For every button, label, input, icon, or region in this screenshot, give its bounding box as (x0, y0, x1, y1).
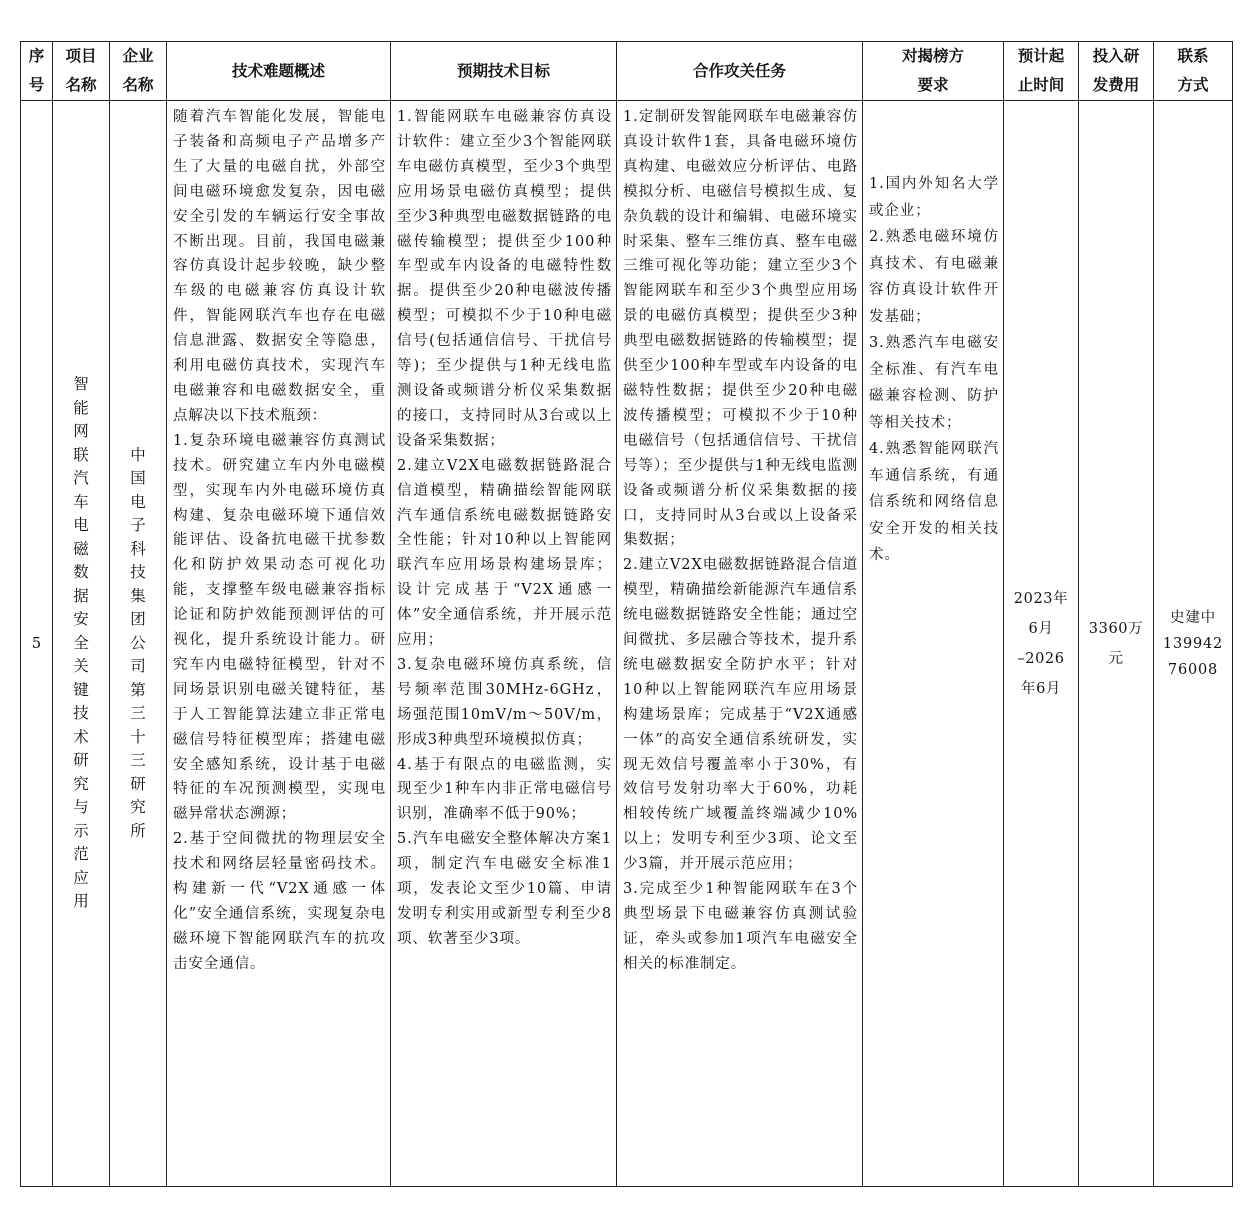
cell-contact (1154, 101, 1233, 1187)
header-expected-goal: 预期技术目标 (391, 42, 617, 101)
tech-challenge-text: 随着汽车智能化发展，智能电子装备和高频电子产品增多产生了大量的电磁自扰，外部空间电磁环境愈发复杂，因电磁安全引发的车辆运行安全事故不断出现。目前，我国电磁兼容仿真设计起步较晚，缺少整车级的电磁兼容仿真设计软件，智能网联汽车也存在电磁信息泄露、数据安全等隐患，利用电磁仿真技术，实现汽车电磁兼容和电磁数据安全，重点解决以下技术瓶颈： 1.复杂环境电磁兼容仿真测试技术。研究建立车内外电磁模型，实现车内外电磁环境仿真构建、复杂电磁环境下通信效能评估、设备抗电磁干扰参数化和防护效果动态可视化功能，支撑整车级电磁兼容指标论证和防护效能预测评估的可视化，提升系统设计能力。研究车内电磁特征模型，针对不同场景识别电磁关键特征，基于人工智能算法建立非正常电磁信号特征模型库；搭建电磁安全感知系统，设计基于电磁特征的车况预测模型，实现电磁异常状态溯源； 2.基于空间微扰的物理层安全技术和网络层轻量密码技术。构建新一代“V2X通感一体化”安全通信系统，实现复杂电磁环境下智能网联汽车的抗攻击安全通信。 (173, 109, 386, 972)
cell-cooperation-task (617, 101, 863, 1187)
header-cooperation-task: 合作攻关任务 (617, 42, 863, 101)
cell-seq: 5 (21, 101, 53, 1187)
requirements-text: 1.国内外知名大学或企业； 2.熟悉电磁环境仿真技术、有电磁兼容仿真设计软件开发基础； 3.熟悉汽车电磁安全标准、有汽车电磁兼容检测、防护等相关技术； 4.熟悉智能网联汽车通信系统，有通信系统和网络信息安全开发的相关技术。 (869, 176, 999, 563)
cooperation-task-text: 1.定制研发智能网联车电磁兼容仿真设计软件1套，具备电磁环境仿真构建、电磁效应分析评估、电路模拟分析、电磁信号模拟生成、复杂负载的设计和编辑、电磁环境实时采集、整车三维仿真、整车电磁三维可视化等功能；建立至少3个智能网联车和至少3个典型应用场景的电磁仿真模型；提供至少3种典型电磁数据链路的传输模型；提供至少100种车型或车内设备的电磁特性数据；提供至少20种电磁波传播模型；可模拟不少于10种电磁信号（包括通信信号、干扰信号等）；至少提供与1种无线电监测设备或频谱分析仪采集数据的接口，支持同时从3台或以上设备采集数据； 2.建立V2X电磁数据链路混合信道模型，精确描绘新能源汽车通信系统电磁数据链路安全性能；通过空间微扰、多层融合等技术，提升系统电磁数据安全防护水平；针对10种以上智能网联汽车应用场景构建场景库；完成基于“V2X通感一体”的高安全通信系统研发，实现无效信号覆盖率小于30%，有效信号发射功率大于60%，功耗相较传统广域覆盖终端减少10%以上；发明专利至少3项、论文至少3篇，并开展示范应用； 3.完成至少1种智能网联车在3个典型场景下电磁兼容仿真测试验证，牵头或参加1项汽车电磁安全相关的标准制定。 (623, 109, 858, 972)
project-table (20, 41, 1233, 1187)
header-seq: 序 号 (21, 42, 53, 101)
cell-start-end-time (1004, 101, 1079, 1187)
header-start-end-time: 预计起 止时间 (1004, 42, 1079, 101)
header-requirements: 对揭榜方 要求 (863, 42, 1004, 101)
header-rd-cost: 投入研 发费用 (1079, 42, 1154, 101)
cell-requirements (863, 101, 1004, 1187)
start-end-time-text: 2023年 6月 –2026 年6月 (1013, 590, 1069, 697)
expected-goal-text: 1.智能网联车电磁兼容仿真设计软件：建立至少3个智能网联车电磁仿真模型，至少3个典型应用场景电磁仿真模型；提供至少3种典型电磁数据链路的电磁传输模型；提供至少100种车型或车内设备的电磁特性数据。提供至少20种电磁波传播模型；可模拟不少于10种电磁信号(包括通信信号、干扰信号等)；至少提供与1种无线电监测设备或频谱分析仪采集数据的接口，支持同时从3台或以上设备采集数据； 2.建立V2X电磁数据链路混合信道模型，精确描绘智能网联汽车通信系统电磁数据链路安全性能；针对10种以上智能网联汽车应用场景构建场景库；设计完成基于“V2X通感一体”安全通信系统，并开展示范应用； 3.复杂电磁环境仿真系统，信号频率范围30MHz-6GHz，场强范围10mV/m～50V/m，形成3种典型环境模拟仿真； 4.基于有限点的电磁监测，实现至少1种车内非正常电磁信号识别，准确率不低于90%； 5.汽车电磁安全整体解决方案1项，制定汽车电磁安全标准1项，发表论文至少10篇、申请发明专利实用或新型专利至少8项、软著至少3项。 (397, 109, 612, 947)
project-name-text: 智能网联汽车电磁数据安全关键技术研究与示范应用 (73, 375, 89, 911)
rd-cost-text: 3360万 元 (1088, 620, 1144, 667)
header-company-name: 企业 名称 (110, 42, 167, 101)
contact-text: 史建中 139942 76008 (1162, 609, 1224, 678)
header-row (21, 42, 1233, 101)
cell-rd-cost (1079, 101, 1154, 1187)
table-row (21, 101, 1233, 1187)
cell-company-name (110, 101, 167, 1187)
cell-expected-goal (391, 101, 617, 1187)
cell-project-name (53, 101, 110, 1187)
header-contact: 联系 方式 (1154, 42, 1233, 101)
header-tech-challenge: 技术难题概述 (167, 42, 391, 101)
cell-tech-challenge (167, 101, 391, 1187)
company-name-text: 中国电子科技集团公司第三十三研究所 (130, 445, 146, 840)
header-project-name: 项目 名称 (53, 42, 110, 101)
